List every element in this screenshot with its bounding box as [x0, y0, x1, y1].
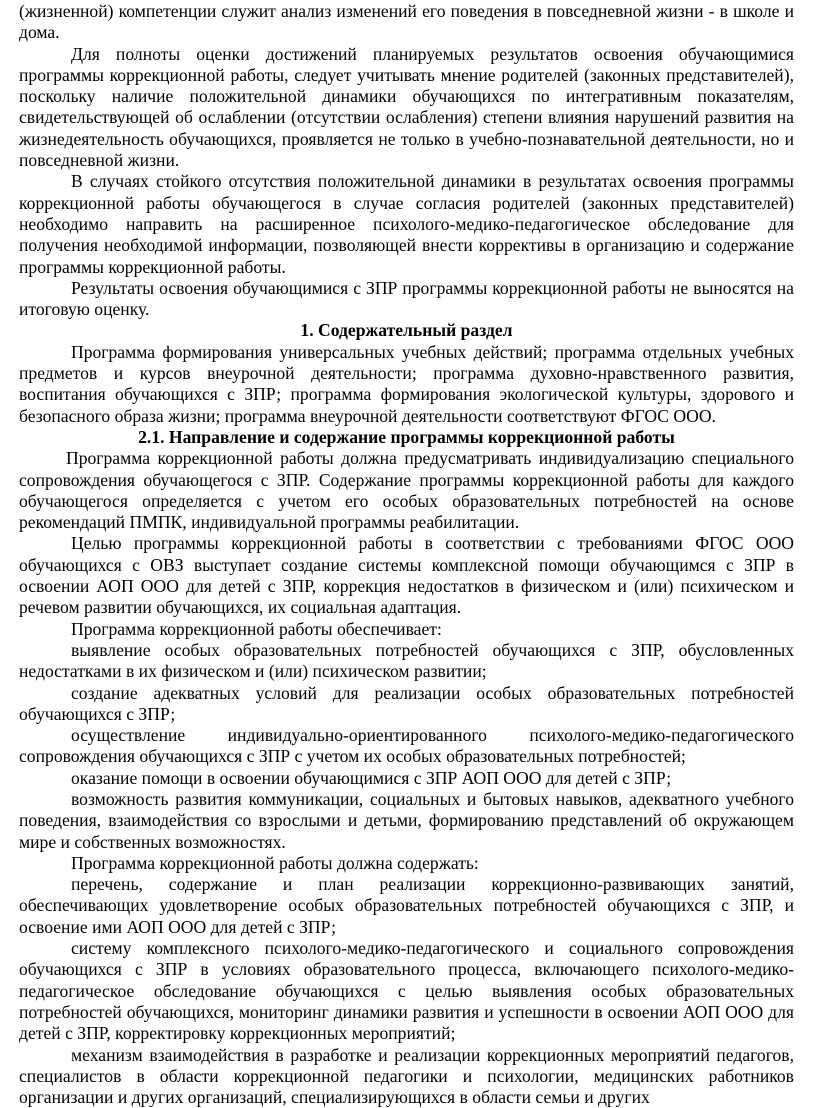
paragraph-program-provides: Программа коррекционной работы обеспечивает:	[71, 618, 442, 639]
paragraph-results-not-assessed: Результаты освоения обучающимися с ЗПР программы коррекционной работы не выносятся на итоговую оценку.	[19, 277, 794, 320]
list-item-individual-support: осуществление индивидуально-ориентированного психолого-медико-педагогического сопровождения обучающихся с ЗПР с учетом их особых образовательных потребностей;	[19, 725, 794, 767]
paragraph-program-must-contain: Программа коррекционной работы должна содержать:	[71, 852, 479, 873]
list-item-support-system: систему комплексного психолого-медико-педагогического и социального сопровождения обучающихся с ЗПР в условиях образовательного процесса, включающего психолого-медико-педагогическое обследование обучающихся с целью выявления особых образовательных потребностей обучающихся, мониторинг динамики развития и успешности в освоении АОП ООО для детей с ЗПР, корректировку коррекционных мероприятий;	[19, 938, 794, 1044]
list-item-assistance: оказание помощи в освоении обучающимися с ЗПР АОП ООО для детей с ЗПР;	[71, 767, 672, 788]
list-item-communication: возможность развития коммуникации, социальных и бытовых навыков, адекватного учебного поведения, взаимодействия со взрослыми и детьми, формированию представлений об окружающем мире и собственных возможностях.	[19, 788, 794, 852]
paragraph-programs-list: Программа формирования универсальных учебных действий; программа отдельных учебных предметов и курсов внеурочной деятельности; программа духовно-нравственного развития, воспитания обучающихся с ЗПР; программа формирования экологической культуры, здорового и безопасного образа жизни; программа внеурочной деятельности соответствуют ФГОС ООО.	[19, 341, 794, 426]
section-heading-direction: 2.1. Направление и содержание программы коррекционной работы	[138, 426, 675, 447]
paragraph-program-goal: Целью программы коррекционной работы в соответствии с требованиями ФГОС ООО обучающихся с ОВЗ выступает создание системы комплексной помощи обучающимся с ЗПР в освоении АОП ООО для детей с ЗПР, коррекция недостатков в физическом и (или) психическом и речевом развитии обучающихся, их социальная адаптация.	[19, 533, 794, 618]
list-item-interaction-mechanism: механизм взаимодействия в разработке и реализации коррекционных мероприятий педагогов, специалистов в области коррекционной педагогики и психологии, медицинских работников организации и других организаций, специализирующихся в области семьи и других	[19, 1044, 794, 1108]
list-item-activities-plan: перечень, содержание и план реализации коррекционно-развивающих занятий, обеспечивающих удовлетворение особых образовательных потребностей обучающихся с ЗПР, и освоение ими АОП ООО для детей с ЗПР;	[19, 874, 794, 937]
list-item-needs-identification: выявление особых образовательных потребностей обучающихся с ЗПР, обусловленных недостатками в их физическом и (или) психическом развитии;	[19, 639, 794, 682]
list-item-adequate-conditions: создание адекватных условий для реализации особых образовательных потребностей обучающихся с ЗПР;	[19, 682, 794, 724]
paragraph-continuation: (жизненной) компетенции служит анализ изменений его поведения в повседневной жизни - в школе и дома.	[19, 1, 794, 43]
section-heading-content: 1. Содержательный раздел	[300, 320, 513, 341]
paragraph-individualization: Программа коррекционной работы должна предусматривать индивидуализацию специального сопровождения обучающегося с ЗПР. Содержание программы коррекционной работы для каждого обучающегося определяется с учетом его особых образовательных потребностей на основе рекомендаций ПМПК, индивидуальной программы реабилитации.	[19, 448, 794, 533]
paragraph-no-dynamics: В случаях стойкого отсутствия положительной динамики в результатах освоения программы коррекционной работы обучающегося в случае согласия родителей (законных представителей) необходимо направить на расширенное психолого-медико-педагогическое обследование для получения необходимой информации, позволяющей внести коррективы в организацию и содержание программы коррекционной работы.	[19, 171, 794, 277]
paragraph-parent-opinion: Для полноты оценки достижений планируемых результатов освоения обучающимися программы коррекционной работы, следует учитывать мнение родителей (законных представителей), поскольку наличие положительной динамики обучающихся по интегративным показателям, свидетельствующей об ослаблении (отсутствии ослабления) степени влияния нарушений развития на жизнедеятельность обучающихся, проявляется не только в учебно-познавательной деятельности, но и повседневной жизни.	[19, 43, 794, 171]
